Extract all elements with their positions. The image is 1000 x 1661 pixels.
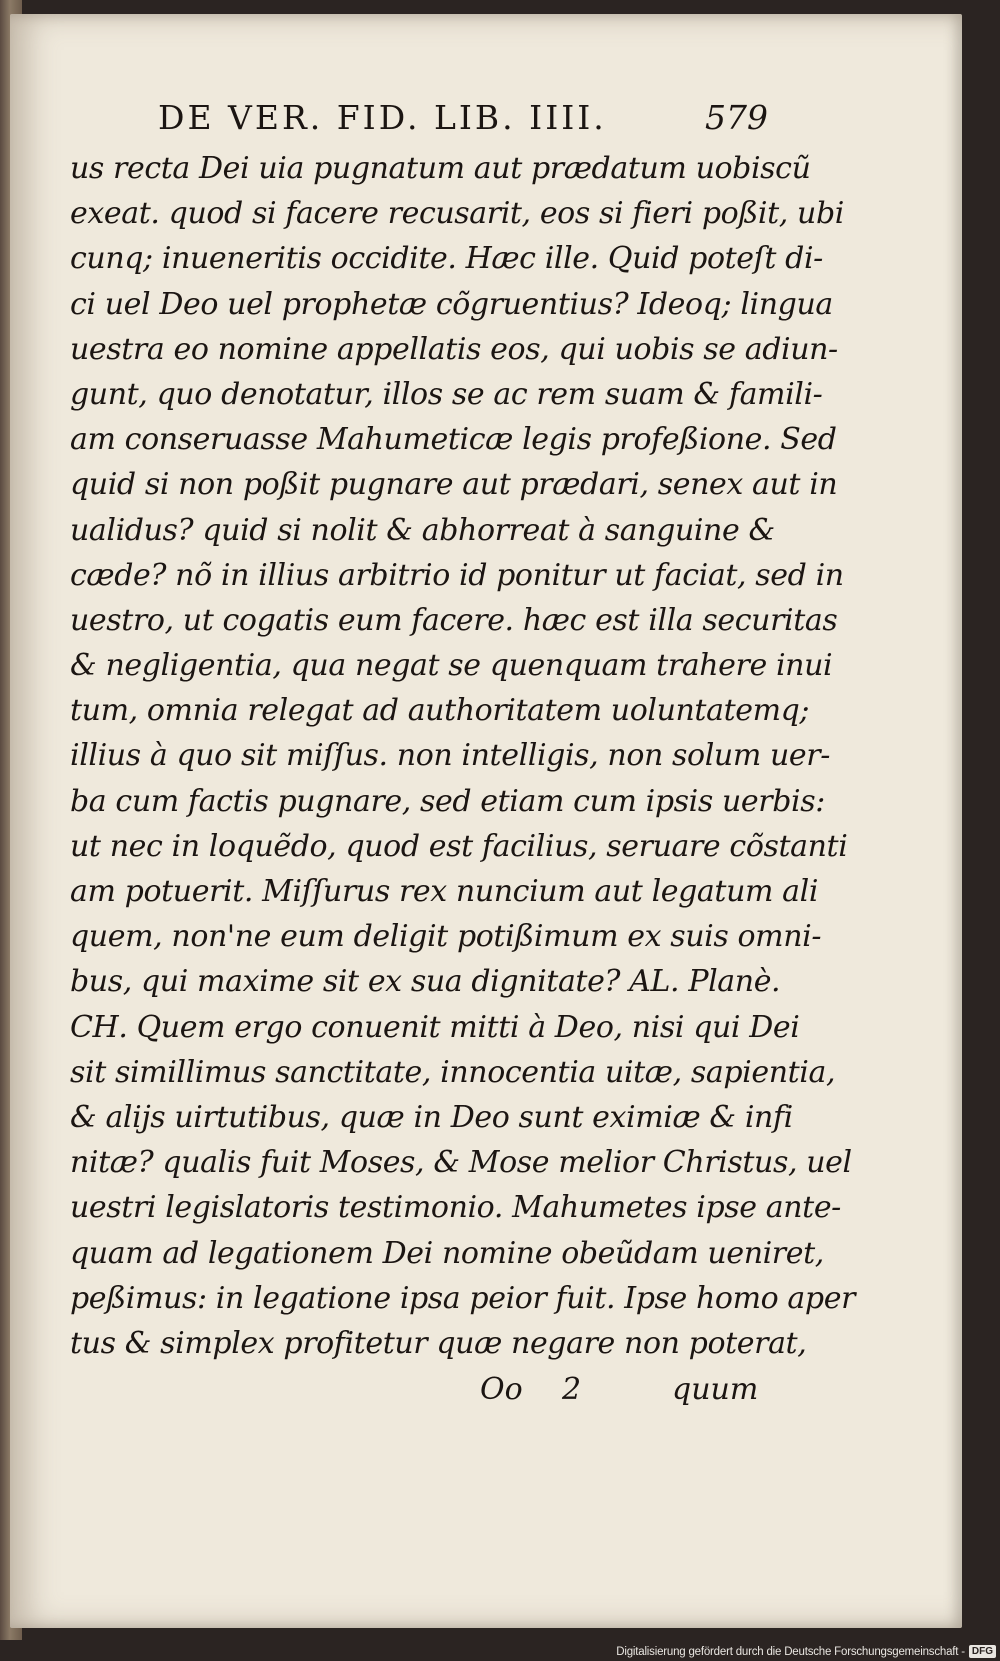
text-line: illius à quo sit miſſus. non intelligis, non solum uer- xyxy=(70,738,830,774)
text-line: am potuerit. Miſſurus rex nuncium aut legatum ali xyxy=(70,874,819,909)
text-line: uestri legislatoris testimonio. Mahumetes ipse ante- xyxy=(70,1190,841,1226)
body-text xyxy=(70,146,856,1366)
text-line: ut nec in loquẽdo, quod est facilius, seruare cõstanti xyxy=(70,828,848,864)
text-line: sit simillimus sanctitate, innocentia uitæ, sapientia, xyxy=(70,1054,836,1090)
text-line: gunt, quo denotatur, illos se ac rem suam & famili- xyxy=(70,376,823,412)
text-line: nitæ? qualis fuit Moses, & Mose melior Christus, uel xyxy=(70,1145,852,1181)
credit-text: Digitalisierung gefördert durch die Deutsche Forschungsgemeinschaft - xyxy=(616,1645,965,1658)
catchword: quum xyxy=(672,1372,759,1407)
text-line: quam ad legationem Dei nomine obeũdam ueniret, xyxy=(70,1235,824,1271)
text-line: tus & simplex profitetur quæ negare non poterat, xyxy=(70,1325,807,1361)
text-line: peßimus: in legatione ipsa peior fuit. Ipse homo aper xyxy=(70,1280,856,1316)
text-line: CH. Quem ergo conuenit mitti à Deo, nisi qui Dei xyxy=(70,1009,800,1045)
text-line: bus, qui maxime sit ex sua dignitate? AL. Planè. xyxy=(70,964,781,1000)
text-line: exeat. quod si facere recusarit, eos si fieri poßit, ubi xyxy=(70,196,844,232)
text-line: am conseruasse Mahumeticæ legis profeßione. Sed xyxy=(70,422,837,458)
text-line: ba cum factis pugnare, sed etiam cum ipsis uerbis: xyxy=(70,783,825,819)
book-page xyxy=(10,14,962,1628)
text-line: tum, omnia relegat ad authoritatem uoluntatemq; xyxy=(70,693,810,729)
text-line: us recta Dei uia pugnatum aut prædatum uobiscũ xyxy=(70,151,811,186)
text-line: uestra eo nomine appellatis eos, qui uobis se adiun- xyxy=(70,331,838,367)
text-line: & negligentia, qua negat se quenquam trahere inui xyxy=(70,648,833,684)
text-line: cæde? nõ in illius arbitrio id ponitur ut faciat, sed in xyxy=(70,557,844,593)
text-line: cunq; inueneritis occidite. Hæc ille. Quid poteſt di- xyxy=(70,241,823,277)
text-line: uestro, ut cogatis eum facere. hæc est illa securitas xyxy=(70,602,838,638)
text-line: quem, non'ne eum deligit potißimum ex suis omni- xyxy=(70,919,822,955)
signature-mark: Oo xyxy=(480,1372,523,1407)
text-line: quid si non poßit pugnare aut prædari, senex aut in xyxy=(70,467,838,503)
text-line: ualidus? quid si nolit & abhorreat à sanguine & xyxy=(70,512,775,548)
dfg-logo: DFG xyxy=(969,1645,996,1658)
page-number: 579 xyxy=(705,98,768,137)
digitization-credit xyxy=(616,1645,996,1658)
signature-number: 2 xyxy=(562,1372,582,1407)
running-head: DE VER. FID. LIB. IIII. xyxy=(158,98,607,137)
text-line: & alijs uirtutibus, quæ in Deo sunt eximiæ & infi xyxy=(70,1099,793,1135)
text-line: ci uel Deo uel prophetæ cõgruentius? Ideoq; lingua xyxy=(70,286,833,322)
page-header xyxy=(158,98,768,148)
